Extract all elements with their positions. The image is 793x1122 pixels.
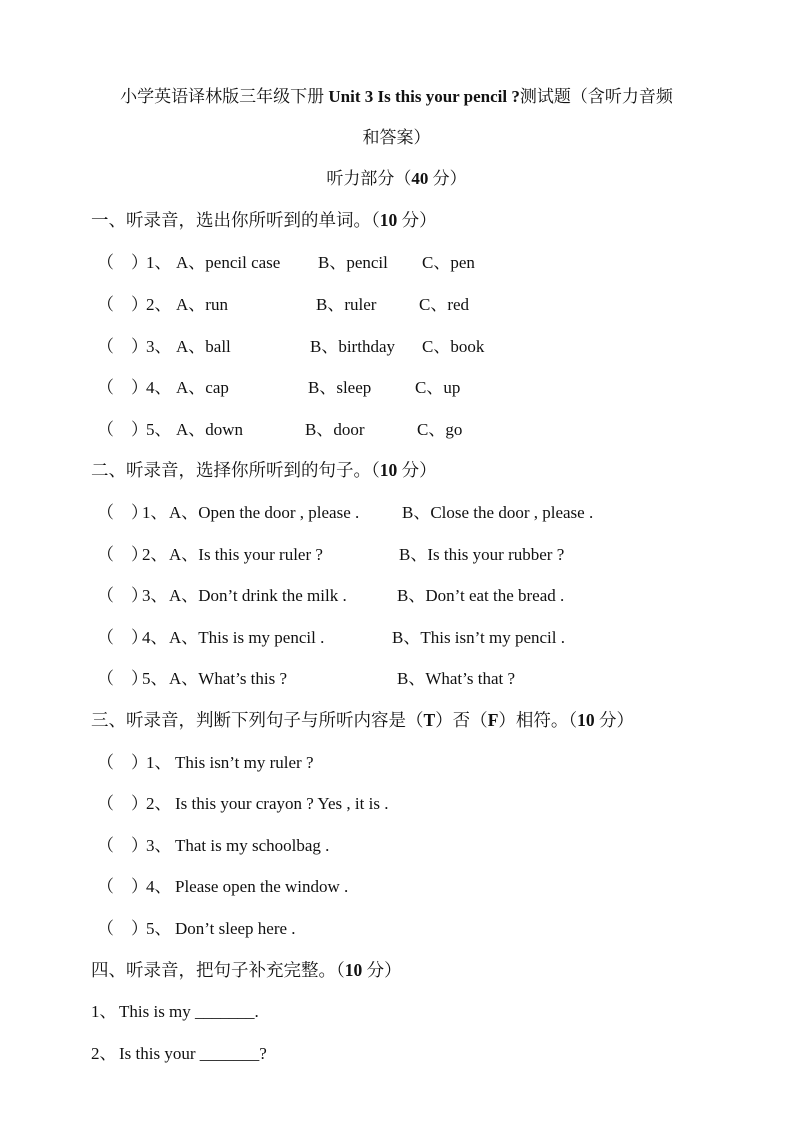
statement-text: Don’t sleep here . — [175, 919, 296, 938]
section-heading-mid: ）否（ — [435, 710, 488, 730]
section-1-heading — [91, 209, 437, 231]
question-number: 5、 — [146, 919, 172, 938]
statement-text: Is this your crayon ? Yes , it is . — [175, 794, 389, 813]
answer-blank[interactable]: （ ） — [97, 253, 148, 272]
question-number: 4、 — [146, 378, 172, 397]
option-c: C、pen — [422, 253, 475, 272]
section-heading-tail: 分） — [397, 210, 437, 230]
question-number: 1、 — [146, 753, 172, 772]
question-number: 1、 — [146, 253, 172, 272]
option-a: A、Don’t drink the milk . — [169, 586, 347, 605]
answer-blank[interactable]: （ ） — [97, 877, 148, 896]
question-number: 2、 — [142, 545, 168, 564]
option-b: B、birthday — [310, 337, 395, 356]
option-b: B、What’s that ? — [397, 669, 516, 688]
question-number: 2、 — [146, 295, 172, 314]
option-a: A、ball — [176, 337, 231, 356]
option-b: B、This isn’t my pencil . — [392, 628, 565, 647]
answer-blank[interactable]: （ ） — [97, 503, 148, 522]
section-score: 10 — [379, 210, 398, 230]
option-a: A、What’s this ? — [169, 669, 288, 688]
title-unit: Unit 3 Is this your pencil ? — [328, 87, 520, 106]
section-2-heading — [91, 459, 437, 481]
question-number: 3、 — [146, 337, 172, 356]
true-label: T — [423, 710, 436, 730]
section-4-heading — [91, 959, 402, 981]
listening-part-subtitle — [0, 168, 793, 190]
question-number: 3、 — [142, 586, 168, 605]
statement-text: That is my schoolbag . — [175, 836, 330, 855]
section-heading-tail: 分） — [594, 710, 635, 730]
answer-blank[interactable]: （ ） — [97, 794, 148, 813]
question-number: 2、 — [91, 1044, 117, 1063]
option-c: C、red — [419, 295, 470, 314]
question-number: 3、 — [146, 836, 172, 855]
section-3-heading — [91, 709, 634, 731]
question-number: 5、 — [146, 420, 172, 439]
section-score: 10 — [344, 960, 363, 980]
option-b: B、Close the door , please . — [402, 503, 594, 522]
subtitle-text: 听力部分（ — [326, 169, 412, 188]
answer-blank[interactable]: （ ） — [97, 420, 148, 439]
option-a: A、down — [176, 420, 244, 439]
question-number: 4、 — [142, 628, 168, 647]
statement-text: Please open the window . — [175, 877, 349, 896]
option-a: A、cap — [176, 378, 229, 397]
question-number: 1、 — [91, 1002, 117, 1021]
answer-blank[interactable]: （ ） — [97, 669, 148, 688]
option-c: C、go — [417, 420, 463, 439]
option-b: B、pencil — [318, 253, 388, 272]
subtitle-score: 40 — [411, 169, 429, 188]
fill-in-sentence[interactable]: Is this your _______? — [119, 1044, 267, 1063]
section-heading-text: 一、听录音，选出你所听到的单词。（ — [91, 210, 380, 230]
question-number: 1、 — [142, 503, 168, 522]
option-a: A、This is my pencil . — [169, 628, 325, 647]
option-a: A、pencil case — [176, 253, 281, 272]
option-a: A、run — [176, 295, 228, 314]
question-number: 2、 — [146, 794, 172, 813]
answer-blank[interactable]: （ ） — [97, 545, 148, 564]
answer-blank[interactable]: （ ） — [97, 753, 148, 772]
question-number: 4、 — [146, 877, 172, 896]
answer-blank[interactable]: （ ） — [97, 919, 148, 938]
answer-blank[interactable]: （ ） — [97, 836, 148, 855]
answer-blank[interactable]: （ ） — [97, 337, 148, 356]
option-a: A、Is this your ruler ? — [169, 545, 323, 564]
section-score: 10 — [379, 460, 398, 480]
option-b: B、door — [305, 420, 365, 439]
title-tail: 测试题（含听力音频 — [519, 87, 673, 106]
section-heading-text: 三、听录音，判断下列句子与所听内容是（ — [91, 710, 424, 730]
section-score: 10 — [577, 710, 595, 730]
answer-blank[interactable]: （ ） — [97, 295, 148, 314]
section-heading-tail: 分） — [362, 960, 402, 980]
false-label: F — [487, 710, 499, 730]
section-heading-mid2: ）相符。（ — [498, 710, 578, 730]
option-c: C、up — [415, 378, 461, 397]
document-title-line-2: 和答案） — [362, 128, 431, 147]
section-heading-text: 四、听录音，把句子补充完整。（ — [91, 960, 345, 980]
section-heading-text: 二、听录音，选择你所听到的句子。（ — [91, 460, 380, 480]
subtitle-tail: 分） — [428, 169, 467, 188]
option-a: A、Open the door , please . — [169, 503, 360, 522]
option-b: B、ruler — [316, 295, 377, 314]
answer-blank[interactable]: （ ） — [97, 586, 148, 605]
option-b: B、Don’t eat the bread . — [397, 586, 565, 605]
option-b: B、sleep — [308, 378, 372, 397]
fill-in-sentence[interactable]: This is my _______. — [119, 1002, 259, 1021]
section-heading-tail: 分） — [397, 460, 437, 480]
answer-blank[interactable]: （ ） — [97, 628, 148, 647]
statement-text: This isn’t my ruler ? — [175, 753, 314, 772]
option-b: B、Is this your rubber ? — [399, 545, 565, 564]
answer-blank[interactable]: （ ） — [97, 378, 148, 397]
question-number: 5、 — [142, 669, 168, 688]
title-cn: 小学英语译林版三年级下册 — [120, 87, 329, 106]
document-title-line-1 — [0, 86, 793, 108]
option-c: C、book — [422, 337, 485, 356]
